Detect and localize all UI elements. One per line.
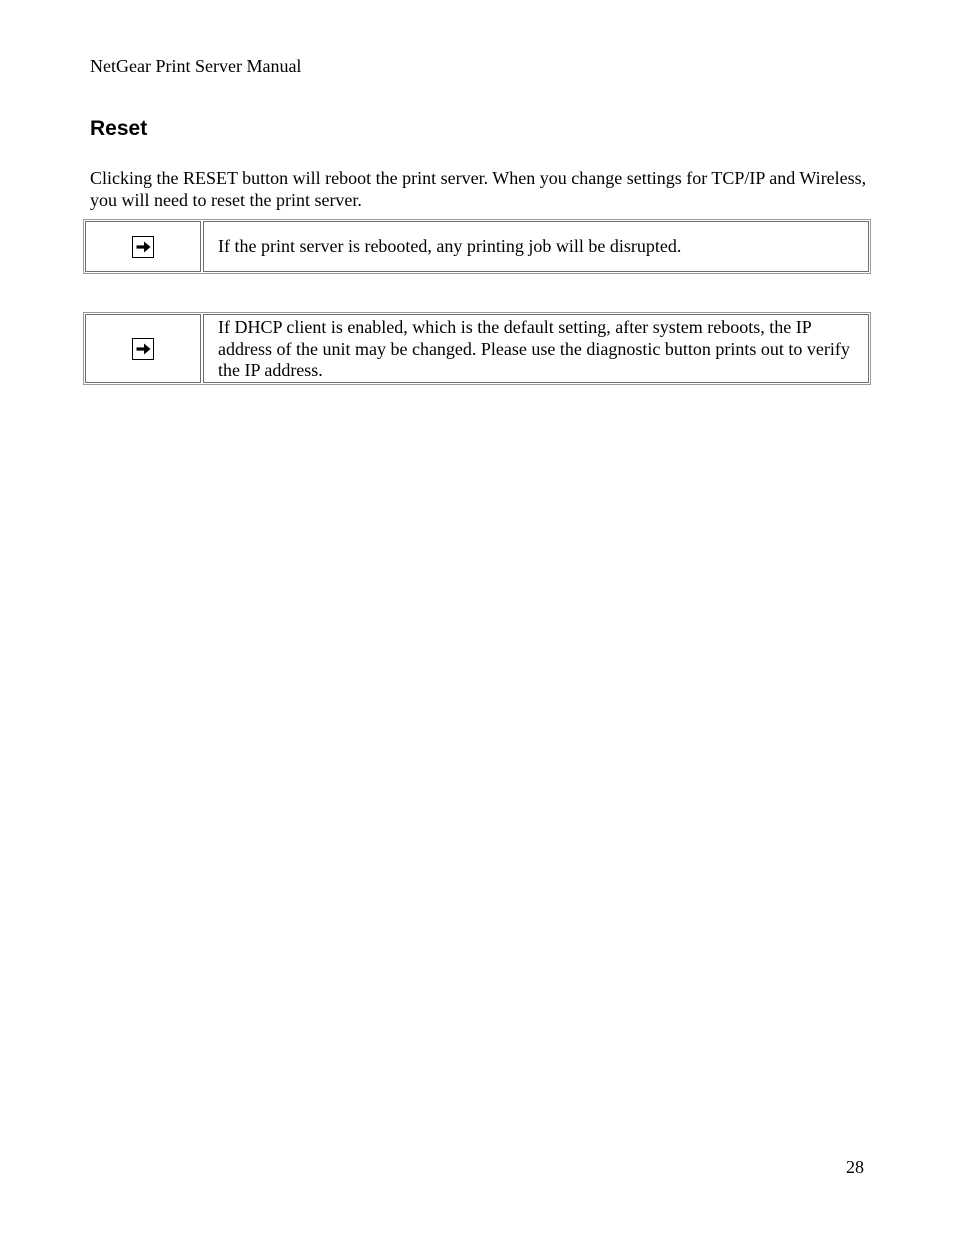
- note-box-dhcp-warning: [83, 312, 871, 385]
- page-number: 28: [846, 1157, 864, 1177]
- arrow-right-icon: [132, 236, 154, 258]
- note-text: If DHCP client is enabled, which is the default setting, after system reboots, the IP address of the unit may be changed. Please use the diagnostic button prints out to verify the IP address.: [203, 314, 869, 383]
- running-header: NetGear Print Server Manual: [90, 56, 302, 76]
- note-box-reboot-warning: [83, 219, 871, 274]
- section-heading: Reset: [90, 117, 148, 140]
- note-icon-cell: [85, 314, 201, 383]
- reset-description: Clicking the RESET button will reboot the print server. When you change settings for TCP/IP and Wireless, you will need to reset the print server.: [90, 168, 867, 210]
- note-icon-cell: [85, 221, 201, 272]
- arrow-right-icon: [132, 338, 154, 360]
- note-text: If the print server is rebooted, any printing job will be disrupted.: [203, 221, 869, 272]
